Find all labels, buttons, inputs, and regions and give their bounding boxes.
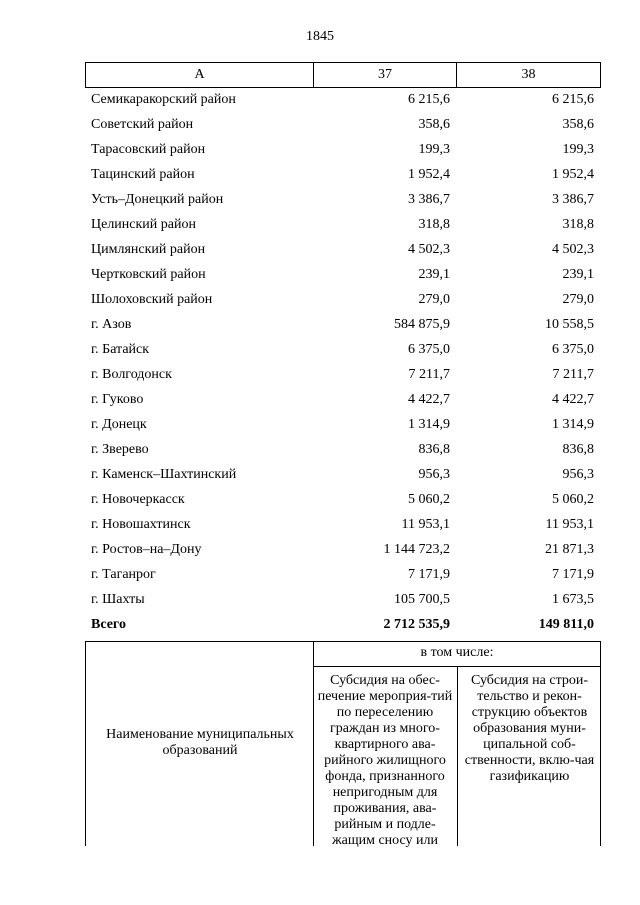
row-value-37: 358,6 <box>418 117 450 132</box>
row-value-37: 584 875,9 <box>394 317 450 332</box>
table-row <box>85 388 601 413</box>
row-value-38: 21 871,3 <box>545 542 594 557</box>
subsidy-resettlement-label: Субсидия на обес-печение мероприя-тий по переселению граждан из много-квартирного ава-рийного жилищного фонда, признанного непригодным для проживания, ава-рийным и подле-жащим сносу или <box>317 673 453 848</box>
table-row <box>85 338 601 363</box>
row-name: Семикаракорский район <box>91 92 236 107</box>
row-value-37: 199,3 <box>418 142 450 157</box>
row-value-37: 836,8 <box>418 442 450 457</box>
row-value-38: 199,3 <box>562 142 594 157</box>
table-row <box>85 563 601 588</box>
table-row <box>85 488 601 513</box>
row-value-37: 2 712 535,9 <box>383 617 450 632</box>
row-value-37: 6 375,0 <box>408 342 450 357</box>
table-row <box>85 88 601 113</box>
table-row <box>85 588 601 613</box>
row-value-38: 7 211,7 <box>552 367 594 382</box>
row-name: г. Таганрог <box>91 567 156 582</box>
row-value-38: 358,6 <box>562 117 594 132</box>
header-cell-37: 37 <box>314 63 457 87</box>
row-value-38: 3 386,7 <box>552 192 594 207</box>
row-name: г. Новочеркасск <box>91 492 185 507</box>
table-row <box>85 163 601 188</box>
table-row <box>85 313 601 338</box>
row-value-38: 149 811,0 <box>538 617 594 632</box>
row-name: Тацинский район <box>91 167 195 182</box>
row-divider <box>313 666 600 667</box>
table-row <box>85 438 601 463</box>
table-row <box>85 213 601 238</box>
row-value-38: 6 375,0 <box>552 342 594 357</box>
row-name: Усть–Донецкий район <box>91 192 224 207</box>
row-name: г. Шахты <box>91 592 145 607</box>
column-divider <box>457 667 458 846</box>
row-name: г. Азов <box>91 317 132 332</box>
row-value-38: 11 953,1 <box>545 517 594 532</box>
row-value-37: 1 952,4 <box>408 167 450 182</box>
row-value-38: 1 952,4 <box>552 167 594 182</box>
column-divider <box>313 642 314 846</box>
row-name: г. Волгодонск <box>91 367 172 382</box>
row-value-37: 318,8 <box>418 217 450 232</box>
row-value-38: 6 215,6 <box>552 92 594 107</box>
total-row <box>85 613 601 638</box>
page-number: 1845 <box>306 29 334 44</box>
row-name: г. Гуково <box>91 392 144 407</box>
row-value-37: 4 502,3 <box>408 242 450 257</box>
table-row <box>85 138 601 163</box>
table-header <box>85 62 601 88</box>
row-value-38: 5 060,2 <box>552 492 594 507</box>
table-row <box>85 538 601 563</box>
table-row <box>85 513 601 538</box>
row-value-37: 1 314,9 <box>408 417 450 432</box>
table-row <box>85 238 601 263</box>
lower-table-header <box>85 641 601 846</box>
row-value-37: 4 422,7 <box>408 392 450 407</box>
row-value-37: 3 386,7 <box>408 192 450 207</box>
row-name: Шолоховский район <box>91 292 213 307</box>
row-value-38: 836,8 <box>562 442 594 457</box>
table-row <box>85 363 601 388</box>
row-value-37: 6 215,6 <box>408 92 450 107</box>
row-value-37: 7 171,9 <box>408 567 450 582</box>
row-value-37: 11 953,1 <box>401 517 450 532</box>
header-cell-a: А <box>86 63 314 87</box>
row-value-38: 4 502,3 <box>552 242 594 257</box>
row-name: г. Каменск–Шахтинский <box>91 467 237 482</box>
row-name: Тарасовский район <box>91 142 206 157</box>
row-name: г. Новошахтинск <box>91 517 191 532</box>
header-cell-38: 38 <box>521 67 536 82</box>
row-value-38: 318,8 <box>562 217 594 232</box>
row-value-37: 1 144 723,2 <box>383 542 450 557</box>
row-name: г. Ростов–на–Дону <box>91 542 202 557</box>
row-name: Всего <box>91 617 126 632</box>
row-value-38: 239,1 <box>562 267 594 282</box>
row-name: г. Донецк <box>91 417 147 432</box>
table-row <box>85 413 601 438</box>
row-value-37: 956,3 <box>418 467 450 482</box>
table-row <box>85 288 601 313</box>
row-value-38: 4 422,7 <box>552 392 594 407</box>
row-value-37: 7 211,7 <box>408 367 450 382</box>
row-value-37: 279,0 <box>418 292 450 307</box>
row-name: г. Батайск <box>91 342 150 357</box>
municipality-column-label: Наименование муниципальных образований <box>106 727 294 758</box>
table-row <box>85 188 601 213</box>
row-value-38: 10 558,5 <box>545 317 594 332</box>
row-value-37: 239,1 <box>418 267 450 282</box>
including-label: в том числе: <box>420 645 494 660</box>
table-row <box>85 113 601 138</box>
table-row <box>85 463 601 488</box>
table-body <box>85 88 601 638</box>
row-value-37: 5 060,2 <box>408 492 450 507</box>
table-row <box>85 263 601 288</box>
row-value-38: 7 171,9 <box>552 567 594 582</box>
row-value-37: 105 700,5 <box>394 592 450 607</box>
row-name: Чертковский район <box>91 267 206 282</box>
row-name: Советский район <box>91 117 194 132</box>
row-name: г. Зверево <box>91 442 149 457</box>
row-value-38: 956,3 <box>562 467 594 482</box>
row-value-38: 1 314,9 <box>552 417 594 432</box>
subsidy-construction-label: Субсидия на строи-тельство и рекон-струкцию объектов образования муни-ципальной соб-ственности, вклю-чая газификацию <box>464 673 595 784</box>
row-name: Целинский район <box>91 217 196 232</box>
row-value-38: 1 673,5 <box>552 592 594 607</box>
row-value-38: 279,0 <box>562 292 594 307</box>
row-name: Цимлянский район <box>91 242 206 257</box>
